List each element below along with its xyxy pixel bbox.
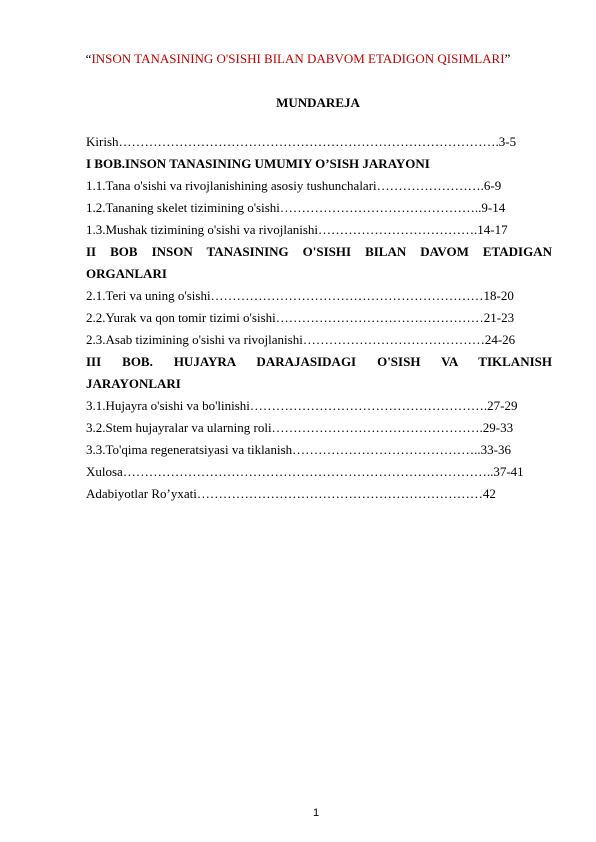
toc-entry-2-3: 2.3.Asab tizimining o'sishi va rivojlanishi……………………………………24-26: [86, 332, 516, 347]
title-text: INSON TANASINING O'SISHI BILAN DABVOM ETADIGON QISIMLARI: [91, 51, 505, 66]
toc-entry-2-1: 2.1.Teri va uning o'sishi………………………………………………………18-20: [86, 288, 514, 303]
toc-entry-1-3: 1.3.Mushak tizimining o'sishi va rivojlanishi……………………………….14-17: [86, 222, 508, 237]
toc-entry-2-2: 2.2.Yurak va qon tomir tizimi o'sishi…………………………………………21-23: [86, 310, 515, 325]
toc-chapter-3-continued: JARAYONLARI: [86, 376, 181, 391]
toc-chapter-2: II BOB INSON TANASINING O'SISHI BILAN DAVOM ETADIGAN: [86, 244, 552, 259]
toc-entry-3-1: 3.1.Hujayra o'sishi va bo'linishi……………………………………………….27-29: [86, 398, 518, 413]
toc-chapter-1: I BOB.INSON TANASINING UMUMIY O’SISH JARAYONI: [86, 156, 430, 171]
document-title: [0, 51, 596, 67]
title-close-quote: ”: [504, 51, 511, 66]
toc-entry-references: Adabiyotlar Ro’yxati…………………………………………………………42: [86, 486, 496, 501]
title-open-quote: “: [85, 51, 92, 66]
toc-entry-1-2: 1.2.Tananing skelet tizimining o'sishi………………………………………..9-14: [86, 200, 506, 215]
toc-entry-introduction: Kirish…………………………………………………………………………….3-5: [86, 134, 517, 149]
toc-entry-3-2: 3.2.Stem hujayralar va ularning roli………………………………………….29-33: [86, 420, 514, 435]
contents-heading: MUNDAREJA: [276, 95, 360, 110]
toc-chapter-3: III BOB. HUJAYRA DARAJASIDAGI O'SISH VA TIKLANISH: [86, 354, 552, 369]
page-number: 1: [312, 807, 320, 819]
toc-entry-conclusion: Xulosa…………………………………………………………………………..37-41: [86, 464, 524, 479]
toc-entry-1-1: 1.1.Tana o'sishi va rivojlanishining asosiy tushunchalari…………………….6-9: [86, 178, 502, 193]
toc-chapter-2-continued: ORGANLARI: [86, 266, 167, 281]
toc-entry-3-3: 3.3.To'qima regeneratsiyasi va tiklanish……………………………………..33-36: [86, 442, 511, 457]
table-of-contents: [86, 131, 552, 505]
